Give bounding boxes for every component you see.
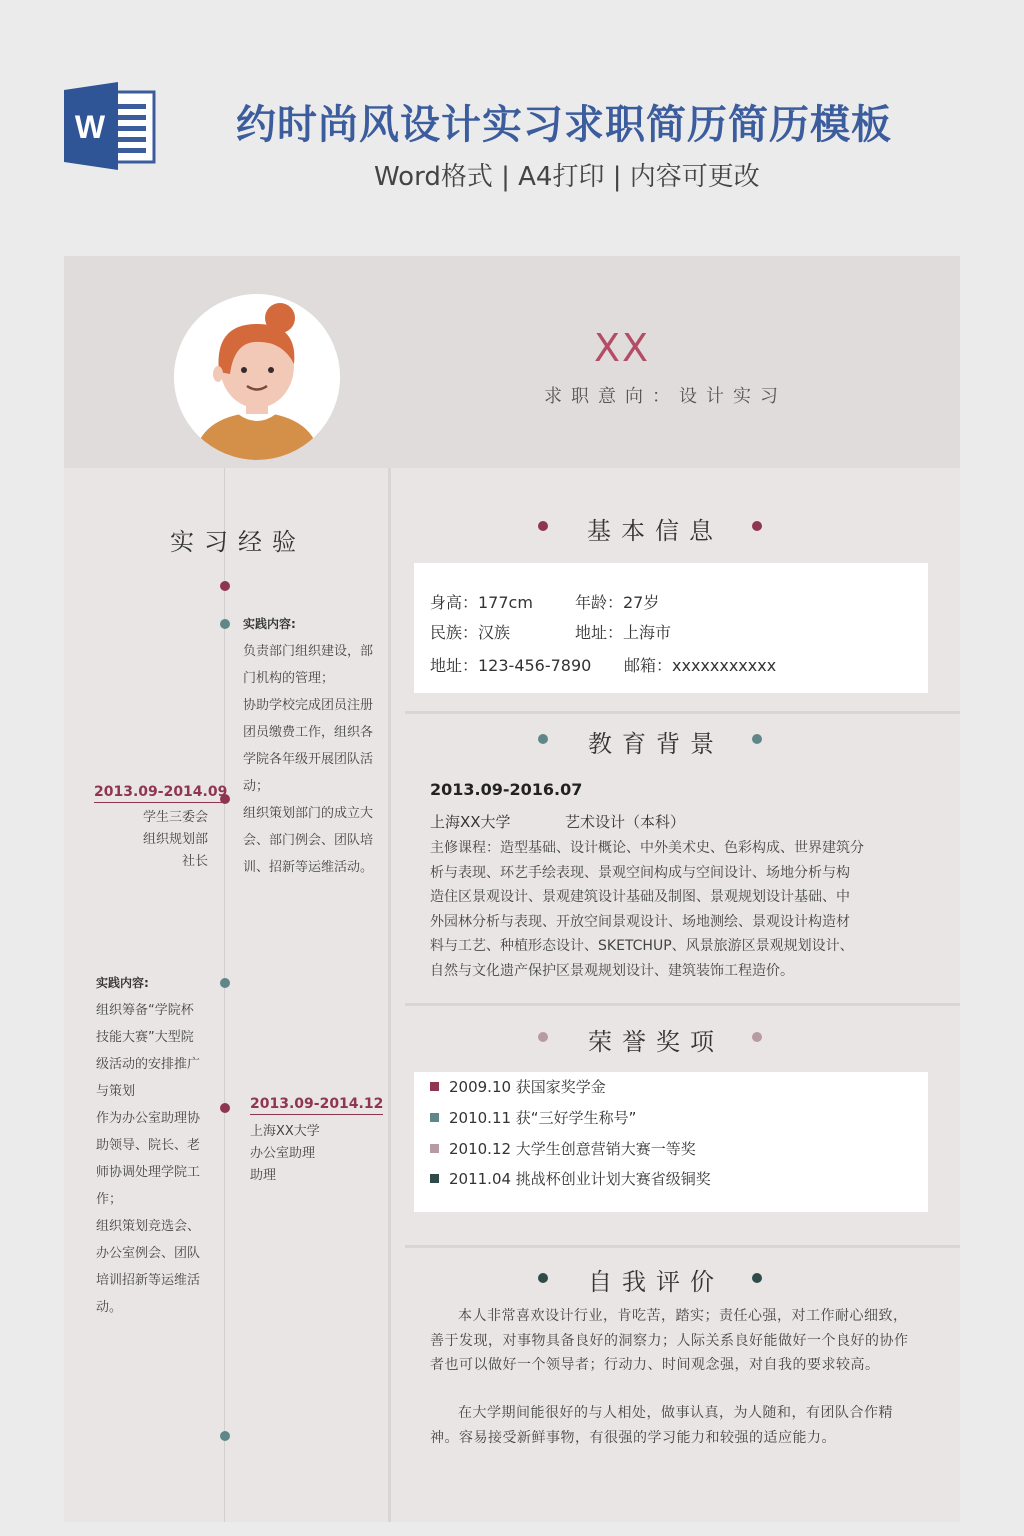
- award-item: 2010.11 获“三好学生称号”: [430, 1107, 636, 1128]
- section-divider: [405, 1245, 960, 1248]
- square-bullet-icon: [430, 1082, 439, 1091]
- svg-text:W: W: [74, 109, 106, 145]
- page-subtitle: Word格式 | A4打印 | 内容可更改: [374, 162, 760, 192]
- section-dot: [538, 734, 548, 744]
- square-bullet-icon: [430, 1174, 439, 1183]
- candidate-name: XX: [594, 326, 651, 370]
- column-divider: [388, 468, 391, 1522]
- job-intent: 求职意向：设计实习: [544, 386, 787, 407]
- timeline-dot: [220, 1431, 230, 1441]
- section-divider: [405, 711, 960, 714]
- section-dot: [752, 1032, 762, 1042]
- self-evaluation-paragraph-2: 在大学期间能很好的与人相处，做事认真，为人随和，有团队合作精神。容易接受新鲜事物，有很强的学习能力和较强的适应能力。: [430, 1405, 893, 1446]
- section-dot: [752, 734, 762, 744]
- info-address: 地址：上海市: [575, 623, 672, 642]
- education-school: 上海XX大学: [430, 813, 511, 831]
- self-evaluation-paragraph-1: 本人非常喜欢设计行业，肯吃苦，踏实；责任心强，对工作耐心细致，善于发现，对事物具备良好的洞察力；人际关系良好能做好一个良好的协作者也可以做好一个领导者；行动力、时间观念强，对自我的要求较高。: [430, 1308, 909, 1373]
- word-logo-icon: [64, 82, 156, 170]
- experience-2-org: 上海XX大学 办公室助理 助理: [250, 1124, 320, 1183]
- resume-card: [64, 256, 960, 1522]
- education-date: 2013.09-2016.07: [430, 780, 583, 799]
- square-bullet-icon: [430, 1144, 439, 1153]
- section-divider: [405, 1003, 960, 1006]
- award-item: 2010.12 大学生创意营销大赛一等奖: [430, 1138, 696, 1159]
- section-title-experience: 实习经验: [170, 528, 306, 556]
- section-dot: [538, 521, 548, 531]
- timeline-dot: [220, 619, 230, 629]
- info-phone: 地址：123-456-7890: [430, 656, 592, 675]
- info-ethnic: 民族：汉族: [430, 623, 511, 642]
- section-dot: [752, 1273, 762, 1283]
- section-dot: [538, 1273, 548, 1283]
- experience-1-date: 2013.09-2014.09: [94, 784, 227, 803]
- section-title-self-evaluation: 自我评价: [588, 1268, 724, 1296]
- experience-2-content: 实践内容: 组织筹备“学院杯 技能大赛”大型院 级活动的安排推广 与策划 作为办公室助理协 助领导、院长、老 师协调处理学院工 作； 组织策划竞选会、 办公室例会、团队 培训招新等运维活 动。: [96, 976, 201, 1315]
- education-courses: 主修课程：造型基础、设计概论、中外美术史、色彩构成、世界建筑分 析与表现、环艺手绘表现、景观空间构成与空间设计、场地分析与构 造住区景观设计、景观建筑设计基础及制图、景观规划设计基础、中 外园林分析与表现、开放空间景观设计、场地测绘、景观设计构造材 料与工艺、种植形态设计、SKETCHUP、风景旅游区景观规划设计、 自然与文化遗产保护区景观规划设计、建筑装饰工程造价。: [430, 840, 864, 979]
- section-title-education: 教育背景: [588, 730, 724, 758]
- timeline-dot: [220, 581, 230, 591]
- award-item: 2009.10 获国家奖学金: [430, 1076, 606, 1097]
- section-title-basic-info: 基本信息: [587, 517, 723, 545]
- timeline-dot: [220, 1103, 230, 1113]
- experience-1-content: 实践内容: 负责部门组织建设，部 门机构的管理； 协助学校完成团员注册 团员缴费工作，组织各 学院各年级开展团队活 动； 组织策划部门的成立大 会、部门例会、团队培 训、招新等运维活动。: [243, 617, 374, 875]
- timeline-dot: [220, 978, 230, 988]
- page-title: 约时尚风设计实习求职简历简历模板: [236, 102, 892, 148]
- section-dot: [752, 521, 762, 531]
- award-item: 2011.04 挑战杯创业计划大赛省级铜奖: [430, 1168, 711, 1189]
- section-title-awards: 荣誉奖项: [588, 1028, 724, 1056]
- education-major: 艺术设计（本科）: [565, 813, 686, 831]
- square-bullet-icon: [430, 1113, 439, 1122]
- experience-1-org: 学生三委会 组织规划部 社长: [142, 810, 208, 869]
- info-height: 身高：177cm: [430, 593, 533, 612]
- avatar: [174, 294, 340, 460]
- section-dot: [538, 1032, 548, 1042]
- experience-2-date: 2013.09-2014.12: [250, 1096, 383, 1115]
- info-email: 邮箱：xxxxxxxxxxx: [624, 656, 777, 675]
- info-age: 年龄：27岁: [575, 593, 660, 612]
